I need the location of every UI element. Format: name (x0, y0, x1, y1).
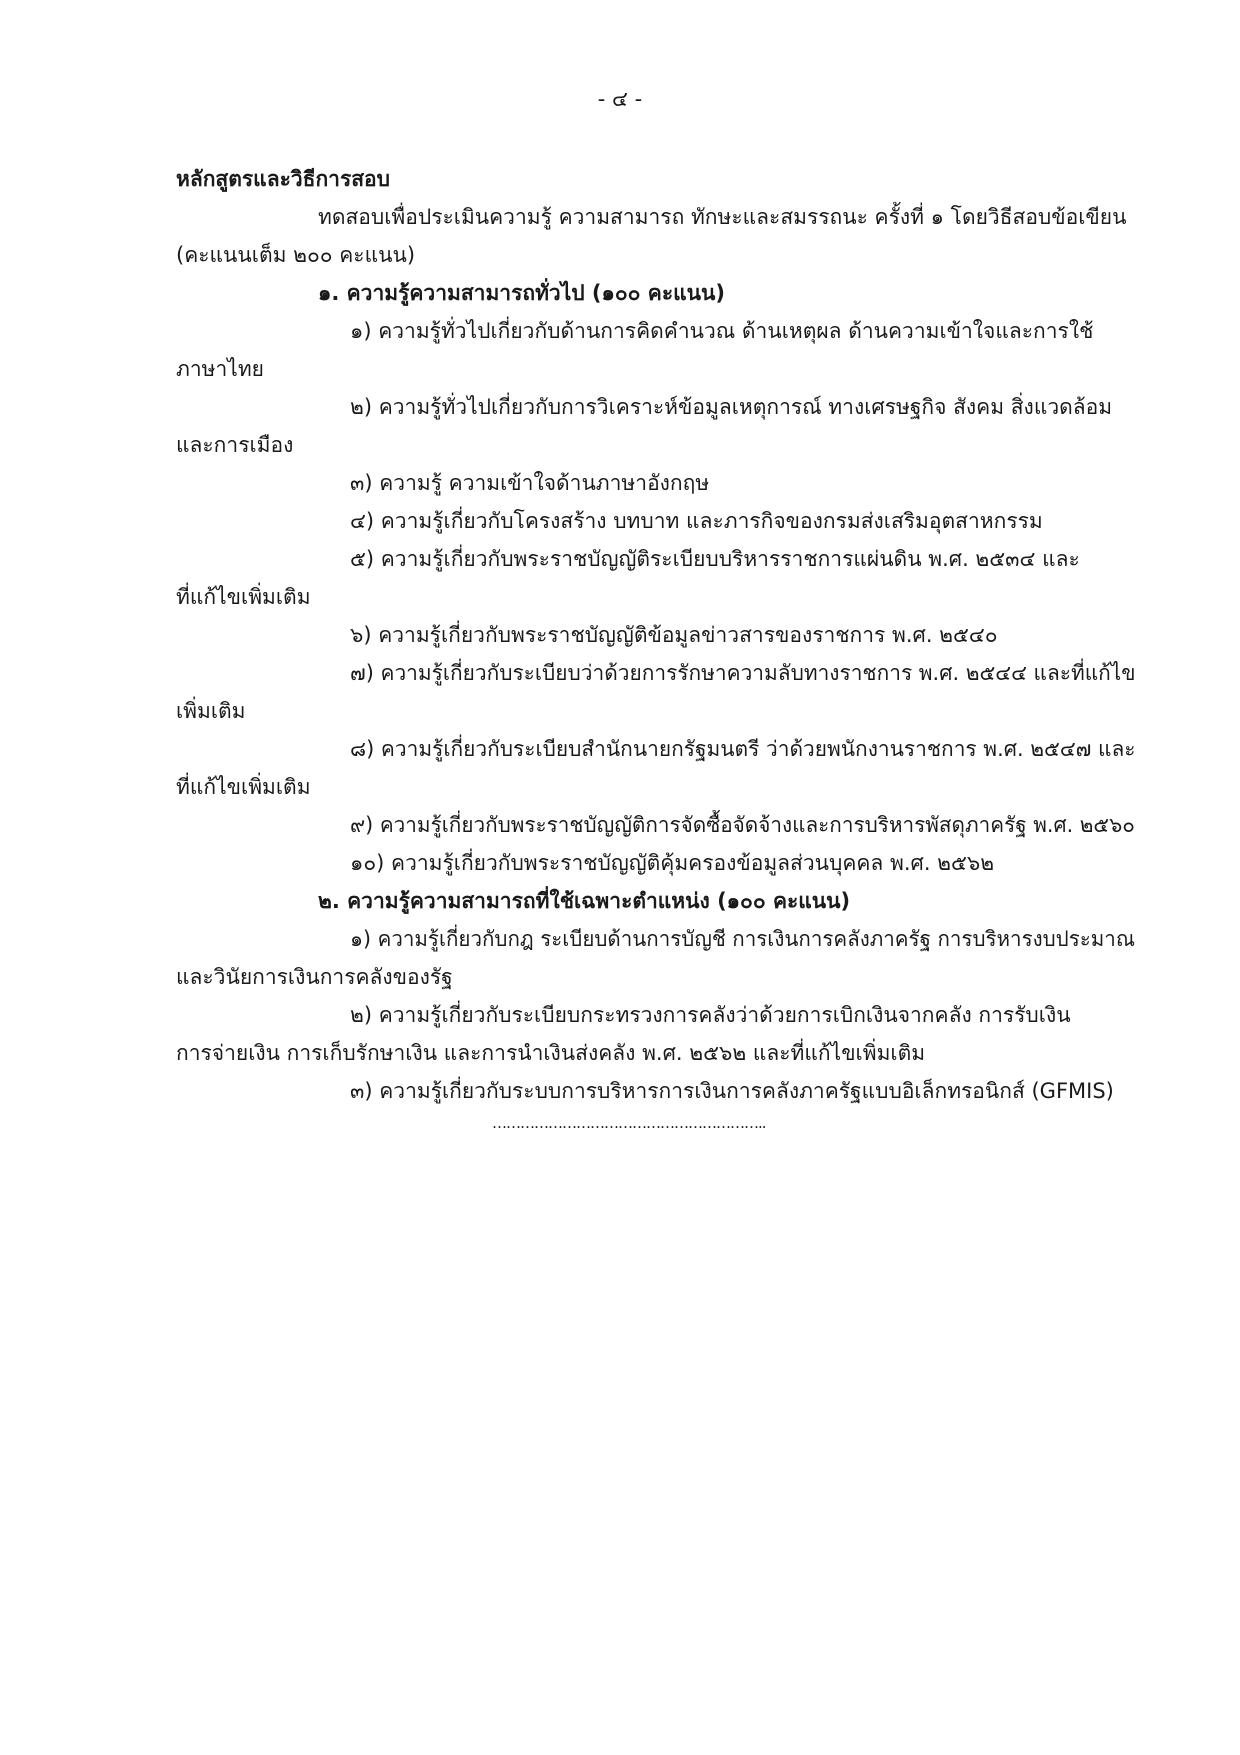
section-2-title: ๒. ความรู้ความสามารถที่ใช้เฉพาะตำแหน่ง (๑๐๐ คะแนน) (318, 889, 851, 913)
list-item: ๗) ความรู้เกี่ยวกับระเบียบว่าด้วยการรักษาความลับทางราชการ พ.ศ. ๒๕๔๔ และที่แก้ไข (350, 661, 1136, 685)
page-number: - ๔ - (597, 87, 643, 111)
list-item-continuation: และวินัยการเงินการคลังของรัฐ (176, 965, 453, 989)
list-item-continuation: และการเมือง (176, 433, 294, 457)
list-item: ๑) ความรู้เกี่ยวกับกฎ ระเบียบด้านการบัญชี การเงินการคลังภาครัฐ การบริหารงบประมาณ (350, 927, 1135, 951)
list-item: ๓) ความรู้ ความเข้าใจด้านภาษาอังกฤษ (350, 471, 710, 495)
list-item: ๒) ความรู้เกี่ยวกับระเบียบกระทรวงการคลังว่าด้วยการเบิกเงินจากคลัง การรับเงิน (350, 1003, 1071, 1027)
list-item: ๕) ความรู้เกี่ยวกับพระราชบัญญัติระเบียบบริหารราชการแผ่นดิน พ.ศ. ๒๕๓๔ และ (350, 547, 1080, 571)
intro-line-2: (คะแนนเต็ม ๒๐๐ คะแนน) (176, 243, 416, 267)
list-item: ๑๐) ความรู้เกี่ยวกับพระราชบัญญัติคุ้มครองข้อมูลส่วนบุคคล พ.ศ. ๒๕๖๒ (350, 851, 995, 875)
list-item: ๔) ความรู้เกี่ยวกับโครงสร้าง บทบาท และภารกิจของกรมส่งเสริมอุตสาหกรรม (350, 509, 1043, 533)
section-heading: หลักสูตรและวิธีการสอบ (176, 167, 390, 191)
end-dotted-rule: ………………………………………………….. (492, 1114, 766, 1132)
list-item-continuation: เพิ่มเติม (176, 699, 246, 723)
list-item: ๘) ความรู้เกี่ยวกับระเบียบสำนักนายกรัฐมนตรี ว่าด้วยพนักงานราชการ พ.ศ. ๒๕๔๗ และ (350, 737, 1136, 761)
list-item: ๖) ความรู้เกี่ยวกับพระราชบัญญัติข้อมูลข่าวสารของราชการ พ.ศ. ๒๕๔๐ (350, 623, 998, 647)
list-item-continuation: การจ่ายเงิน การเก็บรักษาเงิน และการนำเงินส่งคลัง พ.ศ. ๒๕๖๒ และที่แก้ไขเพิ่มเติม (176, 1041, 926, 1065)
list-item: ๒) ความรู้ทั่วไปเกี่ยวกับการวิเคราะห์ข้อมูลเหตุการณ์ ทางเศรษฐกิจ สังคม สิ่งแวดล้อม (350, 395, 1113, 419)
list-item-continuation: ที่แก้ไขเพิ่มเติม (176, 775, 311, 799)
list-item-continuation: ที่แก้ไขเพิ่มเติม (176, 585, 311, 609)
list-item: ๙) ความรู้เกี่ยวกับพระราชบัญญัติการจัดซื้อจัดจ้างและการบริหารพัสดุภาครัฐ พ.ศ. ๒๕๖๐ (350, 813, 1135, 837)
list-item-continuation: ภาษาไทย (176, 357, 264, 381)
list-item: ๑) ความรู้ทั่วไปเกี่ยวกับด้านการคิดคำนวณ ด้านเหตุผล ด้านความเข้าใจและการใช้ (350, 319, 1094, 343)
list-item: ๓) ความรู้เกี่ยวกับระบบการบริหารการเงินการคลังภาครัฐแบบอิเล็กทรอนิกส์ (GFMIS) (350, 1079, 1114, 1103)
intro-line-1: ทดสอบเพื่อประเมินความรู้ ความสามารถ ทักษะและสมรรถนะ ครั้งที่ ๑ โดยวิธีสอบข้อเขียน (318, 205, 1127, 229)
section-1-title: ๑. ความรู้ความสามารถทั่วไป (๑๐๐ คะแนน) (318, 281, 725, 305)
